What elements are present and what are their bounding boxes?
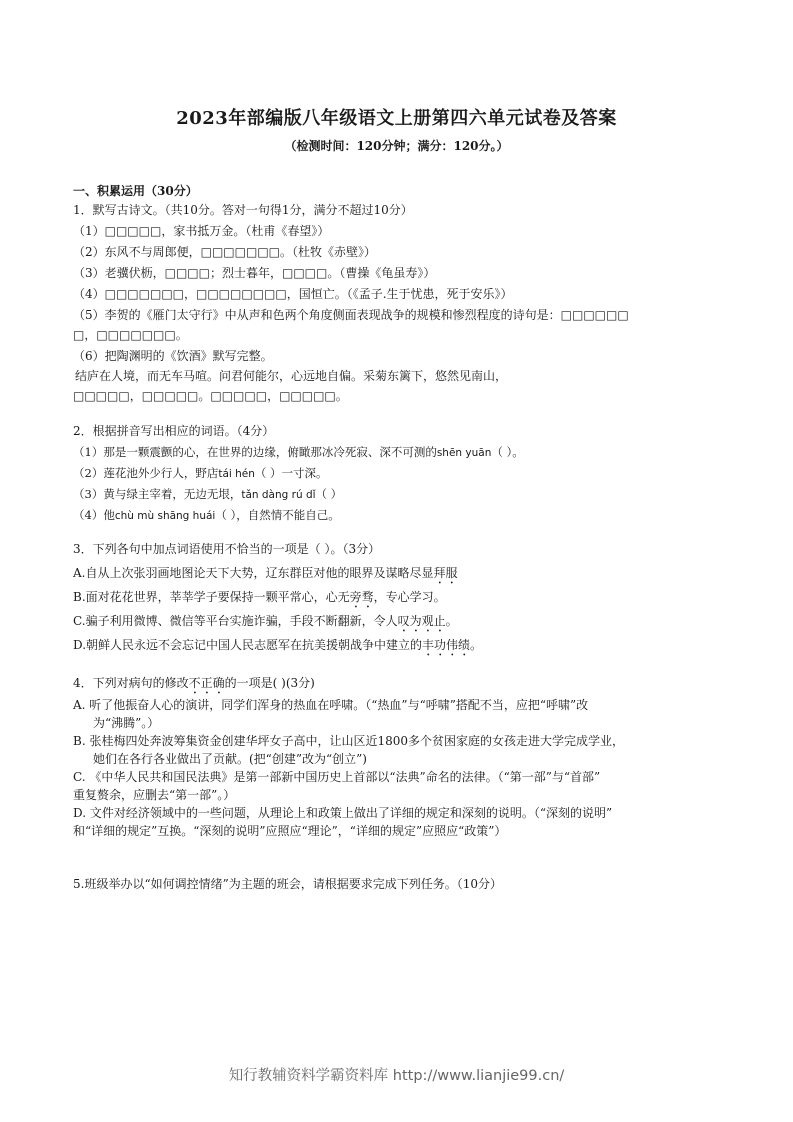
question-2-text: （4）他 bbox=[73, 508, 115, 522]
option-text: D.朝鲜人民永远不会忘记中国人民志愿军在抗美援朝战争中建立的 bbox=[73, 638, 423, 652]
question-4-option-cont: 重复赘余，应删去“第一部”。） bbox=[73, 788, 236, 802]
option-text: C.骗子利用微博、微信等平台实施诈骗，手段不断翻新，令人 bbox=[73, 614, 398, 628]
dotted-word: 丰功伟绩 bbox=[422, 638, 471, 652]
question-2-item bbox=[73, 507, 340, 524]
question-4-option: A. 听了他振奋人心的演讲，同学们浑身的热血在呼啸。（“热血”与“呼啸”搭配不当，应把“呼啸”改 bbox=[73, 698, 589, 712]
pinyin-text: shēn yuān bbox=[436, 447, 492, 459]
dotted-word: 旁骛 bbox=[349, 590, 374, 604]
question-1-item: □，□□□□□□□。 bbox=[73, 328, 188, 342]
stem-text: 4．下列对病句的修改 bbox=[73, 676, 189, 690]
pinyin-text: tǎn dàng rú dǐ bbox=[241, 489, 316, 501]
question-4-stem bbox=[73, 675, 315, 697]
option-text: A.自从上次张羽画地图论天下大势，辽东群臣对他的眼界及谋略尽显 bbox=[73, 566, 434, 580]
question-1-stem: 1．默写古诗文。（共10分。答对一句得1分，满分不超过10分） bbox=[73, 203, 413, 217]
question-2-stem: 2．根据拼音写出相应的词语。（4分） bbox=[73, 424, 275, 438]
page-subtitle: （检测时间：120分钟；满分：120分。） bbox=[284, 139, 509, 153]
question-1-answer-boxes: □□□□□，□□□□□。□□□□□，□□□□□。 bbox=[73, 389, 348, 403]
question-1-item: （4）□□□□□□□，□□□□□□□□，国恒亡。（《孟子.生于忧患，死于安乐》） bbox=[73, 287, 513, 301]
question-3-option bbox=[73, 565, 458, 587]
dotted-word: 不正确 bbox=[188, 676, 225, 690]
question-2-text: （2）莲花池外少行人，野店 bbox=[73, 466, 219, 480]
question-2-item bbox=[73, 444, 524, 461]
question-1-item: （2）东风不与周郎便，□□□□□□□。（杜牧《赤壁》） bbox=[73, 245, 377, 259]
question-5-stem: 5.班级举办以“如何调控情绪”为主题的班会，请根据要求完成下列任务。（10分） bbox=[73, 877, 502, 891]
question-3-option bbox=[73, 589, 446, 611]
page-title: 2023年部编版八年级语文上册第四六单元试卷及答案 bbox=[176, 108, 617, 129]
question-2-blank: （ ）。 bbox=[491, 445, 524, 459]
question-4-option-cont: 为“沸腾”。） bbox=[93, 716, 160, 730]
question-1-item: （6）把陶渊明的《饮酒》默写完整。 bbox=[73, 349, 273, 363]
question-4-option: D. 文件对经济领域中的一些问题，从理论上和政策上做出了详细的规定和深刻的说明。（“深刻的说明” bbox=[73, 806, 613, 820]
question-1-item: （5）李贺的《雁门太守行》中从声和色两个角度侧面表现战争的规模和惨烈程度的诗句是：□□□□□□ bbox=[73, 308, 629, 322]
footer-watermark: 知行教辅资料学霸资料库 http://www.lianjie99.cn/ bbox=[228, 1068, 565, 1084]
question-2-blank: （ ） bbox=[315, 487, 343, 501]
option-text: B.面对花花世界，莘莘学子要保持一颗平常心，心无 bbox=[73, 590, 350, 604]
question-1-item: （1）□□□□□，家书抵万金。（杜甫《春望》） bbox=[73, 224, 330, 238]
question-2-text: （3）黄与绿主宰着，无边无垠， bbox=[73, 487, 242, 501]
question-3-stem: 3．下列各句中加点词语使用不恰当的一项是（ ）。（3分） bbox=[73, 542, 381, 556]
dotted-word: 拜服 bbox=[433, 566, 458, 580]
question-4-option-cont: 她们在各行各业做出了贡献。(把“创建”改为“创立”) bbox=[93, 752, 367, 766]
question-2-item bbox=[73, 465, 328, 482]
option-text: ，专心学习。 bbox=[373, 590, 446, 604]
question-2-blank: （ ），自然情不能自己。 bbox=[215, 508, 340, 522]
question-3-option bbox=[73, 613, 458, 635]
question-4-option: C. 《中华人民共和国民法典》是第一部新中国历史上首部以“法典”命名的法律。（“第一部”与“首部” bbox=[73, 770, 601, 784]
question-2-text: （1）那是一颗震颤的心，在世界的边缘，俯瞰那冰冷死寂、深不可测的 bbox=[73, 445, 437, 459]
option-text: 。 bbox=[470, 638, 483, 652]
question-2-item bbox=[73, 486, 342, 503]
pinyin-text: tái hén bbox=[218, 468, 255, 480]
stem-text: 的一项是( )(3分) bbox=[224, 676, 315, 690]
question-3-option bbox=[73, 637, 482, 659]
question-1-item: （3）老骥伏枥，□□□□；烈士暮年，□□□□。（曹操《龟虽寿》） bbox=[73, 266, 436, 280]
dotted-word: 叹为观止 bbox=[397, 614, 446, 628]
question-1-poem-line: 结庐在人境，而无车马喧。问君何能尔，心远地自偏。采菊东篱下，悠然见南山， bbox=[75, 369, 508, 383]
section-heading: 一、积累运用（30分） bbox=[73, 184, 198, 198]
pinyin-text: chù mù shāng huái bbox=[114, 510, 216, 522]
question-4-option-cont: 和“详细的规定”互换。“深刻的说明”应照应“理论”，“详细的规定”应照应“政策”） bbox=[73, 824, 507, 838]
question-2-blank: （ ）一寸深。 bbox=[254, 466, 328, 480]
question-4-option: B. 张桂梅四处奔波筹集资金创建华坪女子高中，让山区近1800多个贫困家庭的女孩走进大学完成学业， bbox=[73, 734, 624, 748]
option-text: 。 bbox=[445, 614, 458, 628]
